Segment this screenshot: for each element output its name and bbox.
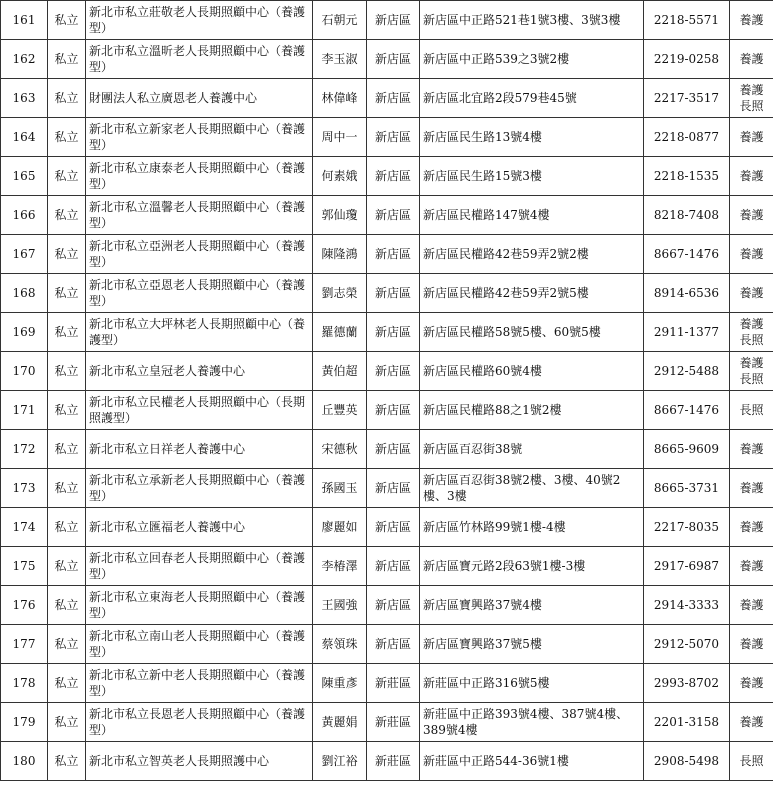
director-name: 劉志榮: [313, 274, 367, 313]
service-type: 養護: [739, 130, 764, 144]
ownership-type: 私立: [48, 469, 86, 508]
phone-number: 2201-3158: [644, 703, 730, 742]
address: 新店區百忍街38號: [420, 430, 644, 469]
district: 新店區: [367, 235, 420, 274]
row-number: 168: [1, 274, 48, 313]
director-name: 何素娥: [313, 157, 367, 196]
service-type: 長照: [739, 333, 764, 347]
phone-number: 8665-3731: [644, 469, 730, 508]
service-type-cell: [730, 40, 773, 79]
district: 新店區: [367, 586, 420, 625]
address: 新店區寶興路37號4樓: [420, 586, 644, 625]
phone-number: 8914-6536: [644, 274, 730, 313]
district: 新店區: [367, 430, 420, 469]
ownership-type: 私立: [48, 118, 86, 157]
director-name: 陳重彥: [313, 664, 367, 703]
row-number: 173: [1, 469, 48, 508]
service-type: 養護: [739, 676, 764, 690]
director-name: 丘豐英: [313, 391, 367, 430]
table-row: [1, 625, 773, 664]
address: 新店區寶元路2段63號1樓-3樓: [420, 547, 644, 586]
ownership-type: 私立: [48, 196, 86, 235]
phone-number: 8667-1476: [644, 391, 730, 430]
director-name: 羅德蘭: [313, 313, 367, 352]
director-name: 孫國玉: [313, 469, 367, 508]
table-body: [1, 1, 773, 781]
facility-name: 新北市私立匯福老人養護中心: [86, 508, 313, 547]
service-type: 養護: [739, 481, 764, 495]
ownership-type: 私立: [48, 235, 86, 274]
address: 新店區民權路147號4樓: [420, 196, 644, 235]
ownership-type: 私立: [48, 391, 86, 430]
row-number: 161: [1, 1, 48, 40]
district: 新店區: [367, 547, 420, 586]
facility-name: 新北市私立亞恩老人長期照顧中心（養護型）: [86, 274, 313, 313]
director-name: 黃伯超: [313, 352, 367, 391]
service-type: 長照: [739, 372, 764, 386]
service-type: 養護: [739, 598, 764, 612]
ownership-type: 私立: [48, 1, 86, 40]
facility-name: 新北市私立東海老人長期照顧中心（養護型）: [86, 586, 313, 625]
table-row: [1, 508, 773, 547]
row-number: 162: [1, 40, 48, 79]
ownership-type: 私立: [48, 157, 86, 196]
table-row: [1, 430, 773, 469]
row-number: 180: [1, 742, 48, 781]
service-type: 養護: [739, 559, 764, 573]
row-number: 174: [1, 508, 48, 547]
service-type-cell: [730, 118, 773, 157]
district: 新店區: [367, 274, 420, 313]
table-row: [1, 157, 773, 196]
row-number: 171: [1, 391, 48, 430]
facility-name: 新北市私立皇冠老人養護中心: [86, 352, 313, 391]
service-type-cell: [730, 235, 773, 274]
phone-number: 8665-9609: [644, 430, 730, 469]
row-number: 166: [1, 196, 48, 235]
facility-name: 新北市私立回春老人長期照顧中心（養護型）: [86, 547, 313, 586]
phone-number: 2912-5070: [644, 625, 730, 664]
service-type: 長照: [739, 403, 764, 417]
table-row: [1, 40, 773, 79]
row-number: 164: [1, 118, 48, 157]
ownership-type: 私立: [48, 274, 86, 313]
ownership-type: 私立: [48, 508, 86, 547]
ownership-type: 私立: [48, 352, 86, 391]
address: 新店區竹林路99號1樓-4樓: [420, 508, 644, 547]
service-type-cell: [730, 547, 773, 586]
row-number: 179: [1, 703, 48, 742]
district: 新店區: [367, 352, 420, 391]
phone-number: 2908-5498: [644, 742, 730, 781]
ownership-type: 私立: [48, 79, 86, 118]
director-name: 李玉淑: [313, 40, 367, 79]
ownership-type: 私立: [48, 703, 86, 742]
service-type-cell: [730, 352, 773, 391]
service-type: 養護: [739, 169, 764, 183]
address: 新店區民權路58號5樓、60號5樓: [420, 313, 644, 352]
table-row: [1, 79, 773, 118]
service-type-cell: [730, 625, 773, 664]
ownership-type: 私立: [48, 430, 86, 469]
facility-name: 新北市私立莊敬老人長期照顧中心（養護型）: [86, 1, 313, 40]
service-type: 長照: [739, 99, 764, 113]
service-type: 養護: [739, 520, 764, 534]
district: 新店區: [367, 157, 420, 196]
phone-number: 2993-8702: [644, 664, 730, 703]
service-type: 養護: [739, 208, 764, 222]
table-row: [1, 352, 773, 391]
ownership-type: 私立: [48, 742, 86, 781]
director-name: 郭仙瓊: [313, 196, 367, 235]
service-type: 養護: [739, 286, 764, 300]
district: 新店區: [367, 313, 420, 352]
director-name: 蔡領珠: [313, 625, 367, 664]
service-type-cell: [730, 586, 773, 625]
facility-name: 新北市私立溫馨老人長期照顧中心（養護型）: [86, 196, 313, 235]
district: 新店區: [367, 508, 420, 547]
service-type: 養護: [739, 356, 764, 370]
district: 新店區: [367, 1, 420, 40]
ownership-type: 私立: [48, 586, 86, 625]
address: 新店區中正路521巷1號3樓、3號3樓: [420, 1, 644, 40]
address: 新店區民權路42巷59弄2號5樓: [420, 274, 644, 313]
district: 新店區: [367, 469, 420, 508]
facility-name: 新北市私立新家老人長期照顧中心（養護型）: [86, 118, 313, 157]
row-number: 169: [1, 313, 48, 352]
district: 新店區: [367, 118, 420, 157]
service-type-cell: [730, 742, 773, 781]
row-number: 175: [1, 547, 48, 586]
address: 新莊區中正路393號4樓、387號4樓、389號4樓: [420, 703, 644, 742]
facility-name: 新北市私立智英老人長期照護中心: [86, 742, 313, 781]
director-name: 李椿澤: [313, 547, 367, 586]
address: 新店區民生路15號3樓: [420, 157, 644, 196]
service-type: 養護: [739, 13, 764, 27]
address: 新店區百忍街38號2樓、3樓、40號2樓、3樓: [420, 469, 644, 508]
address: 新店區中正路539之3號2樓: [420, 40, 644, 79]
row-number: 165: [1, 157, 48, 196]
table-row: [1, 703, 773, 742]
table-row: [1, 118, 773, 157]
service-type: 養護: [739, 637, 764, 651]
director-name: 王國強: [313, 586, 367, 625]
facility-name: 新北市私立大坪林老人長期照顧中心（養護型）: [86, 313, 313, 352]
table-row: [1, 235, 773, 274]
phone-number: 2914-3333: [644, 586, 730, 625]
director-name: 周中一: [313, 118, 367, 157]
table-row: [1, 391, 773, 430]
table-row: [1, 547, 773, 586]
service-type-cell: [730, 430, 773, 469]
row-number: 163: [1, 79, 48, 118]
director-name: 黃麗娟: [313, 703, 367, 742]
director-name: 陳隆鴻: [313, 235, 367, 274]
table-row: [1, 196, 773, 235]
facility-name: 新北市私立康泰老人長期照顧中心（養護型）: [86, 157, 313, 196]
district: 新莊區: [367, 703, 420, 742]
table-row: [1, 313, 773, 352]
facility-name: 新北市私立承新老人長期照顧中心（養護型）: [86, 469, 313, 508]
ownership-type: 私立: [48, 40, 86, 79]
row-number: 172: [1, 430, 48, 469]
service-type-cell: [730, 196, 773, 235]
district: 新莊區: [367, 664, 420, 703]
service-type: 養護: [739, 83, 764, 97]
director-name: 林偉峰: [313, 79, 367, 118]
service-type-cell: [730, 274, 773, 313]
table-row: [1, 586, 773, 625]
address: 新店區民生路13號4樓: [420, 118, 644, 157]
table-row: [1, 469, 773, 508]
facility-name: 新北市私立長恩老人長期照顧中心（養護型）: [86, 703, 313, 742]
phone-number: 2917-6987: [644, 547, 730, 586]
address: 新店區民權路42巷59弄2號2樓: [420, 235, 644, 274]
district: 新店區: [367, 79, 420, 118]
phone-number: 2219-0258: [644, 40, 730, 79]
service-type-cell: [730, 1, 773, 40]
service-type-cell: [730, 703, 773, 742]
address: 新莊區中正路316號5樓: [420, 664, 644, 703]
phone-number: 2217-8035: [644, 508, 730, 547]
district: 新店區: [367, 196, 420, 235]
director-name: 石朝元: [313, 1, 367, 40]
table-row: [1, 274, 773, 313]
director-name: 廖麗如: [313, 508, 367, 547]
service-type: 養護: [739, 247, 764, 261]
address: 新店區寶興路37號5樓: [420, 625, 644, 664]
phone-number: 2912-5488: [644, 352, 730, 391]
service-type: 長照: [739, 754, 764, 768]
facility-name: 新北市私立民權老人長期照顧中心（長期照護型）: [86, 391, 313, 430]
service-type-cell: [730, 508, 773, 547]
district: 新店區: [367, 625, 420, 664]
phone-number: 2218-5571: [644, 1, 730, 40]
phone-number: 2217-3517: [644, 79, 730, 118]
district: 新莊區: [367, 742, 420, 781]
service-type-cell: [730, 664, 773, 703]
service-type: 養護: [739, 715, 764, 729]
ownership-type: 私立: [48, 547, 86, 586]
service-type-cell: [730, 469, 773, 508]
row-number: 176: [1, 586, 48, 625]
row-number: 170: [1, 352, 48, 391]
row-number: 177: [1, 625, 48, 664]
table-row: [1, 742, 773, 781]
row-number: 178: [1, 664, 48, 703]
facility-name: 新北市私立新中老人長期照顧中心（養護型）: [86, 664, 313, 703]
address: 新店區民權路60號4樓: [420, 352, 644, 391]
district: 新店區: [367, 391, 420, 430]
service-type-cell: [730, 391, 773, 430]
phone-number: 8218-7408: [644, 196, 730, 235]
phone-number: 2218-0877: [644, 118, 730, 157]
facility-name: 新北市私立溫昕老人長期照顧中心（養護型）: [86, 40, 313, 79]
table-row: [1, 1, 773, 40]
service-type: 養護: [739, 317, 764, 331]
phone-number: 2218-1535: [644, 157, 730, 196]
service-type-cell: [730, 313, 773, 352]
address: 新莊區中正路544-36號1樓: [420, 742, 644, 781]
ownership-type: 私立: [48, 664, 86, 703]
phone-number: 2911-1377: [644, 313, 730, 352]
ownership-type: 私立: [48, 625, 86, 664]
facility-name: 新北市私立亞洲老人長期照顧中心（養護型）: [86, 235, 313, 274]
ownership-type: 私立: [48, 313, 86, 352]
address: 新店區民權路88之1號2樓: [420, 391, 644, 430]
director-name: 宋德秋: [313, 430, 367, 469]
service-type: 養護: [739, 442, 764, 456]
facility-name: 新北市私立日祥老人養護中心: [86, 430, 313, 469]
table-row: [1, 664, 773, 703]
service-type-cell: [730, 157, 773, 196]
phone-number: 8667-1476: [644, 235, 730, 274]
service-type-cell: [730, 79, 773, 118]
facility-name: 新北市私立南山老人長期照顧中心（養護型）: [86, 625, 313, 664]
director-name: 劉江裕: [313, 742, 367, 781]
address: 新店區北宜路2段579巷45號: [420, 79, 644, 118]
service-type: 養護: [739, 52, 764, 66]
row-number: 167: [1, 235, 48, 274]
facility-name: 財團法人私立廣恩老人養護中心: [86, 79, 313, 118]
district: 新店區: [367, 40, 420, 79]
